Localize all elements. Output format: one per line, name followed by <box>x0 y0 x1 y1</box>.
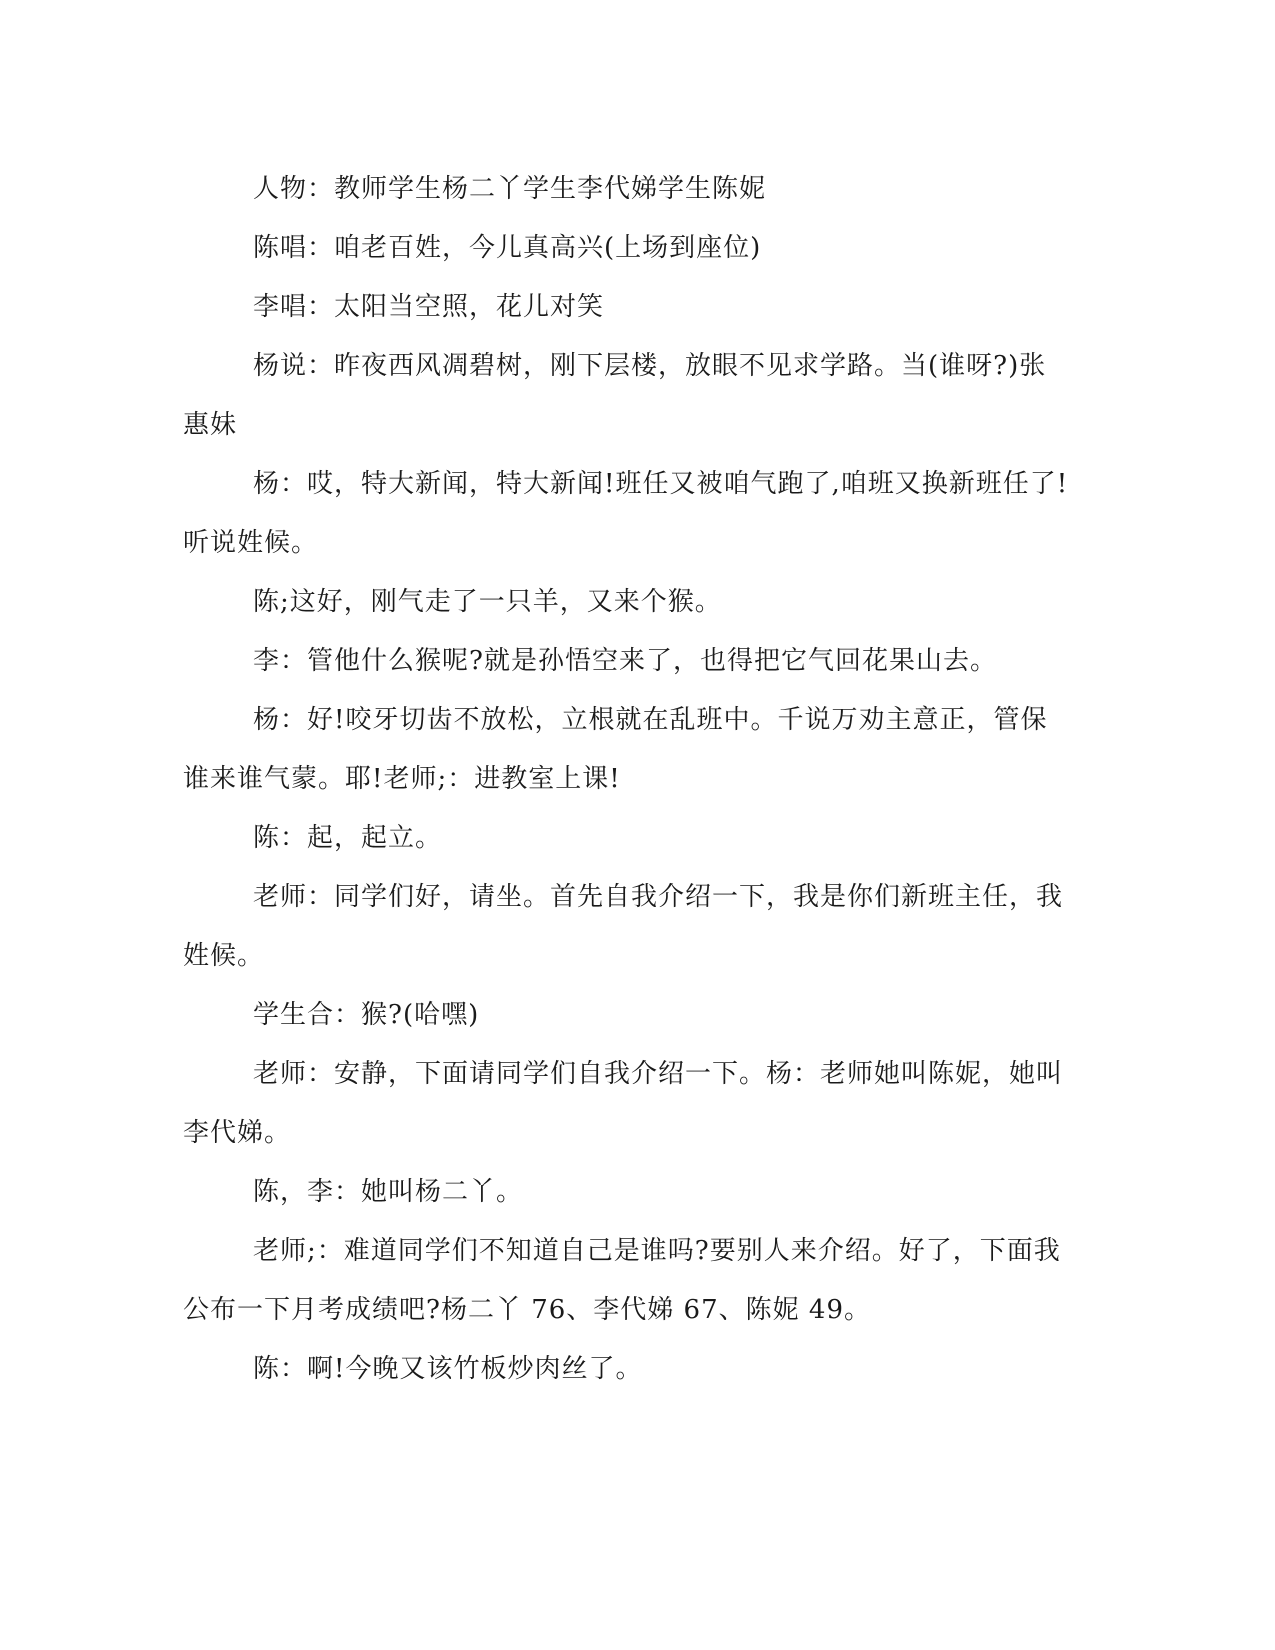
paragraph-yang-news: 杨：哎，特大新闻，特大新闻!班任又被咱气跑了,咱班又换新班任了!听说姓候。 <box>183 469 1069 558</box>
paragraph-li-sings: 李唱：太阳当空照，花儿对笑 <box>253 292 605 322</box>
paragraph-students-chorus: 学生合：猴?(哈嘿) <box>253 1000 480 1030</box>
paragraph-teacher-quiet: 老师：安静，下面请同学们自我介绍一下。杨：老师她叫陈妮，她叫李代娣。 <box>183 1059 1064 1148</box>
paragraph-chen-stand: 陈：起，起立。 <box>253 823 443 853</box>
paragraph-teacher-intro: 老师：同学们好，请坐。首先自我介绍一下，我是你们新班主任，我姓候。 <box>183 882 1064 971</box>
paragraph-characters: 人物：教师学生杨二丫学生李代娣学生陈妮 <box>253 174 767 204</box>
paragraph-chen-final: 陈：啊!今晚又该竹板炒肉丝了。 <box>253 1354 643 1384</box>
paragraph-chen-sings: 陈唱：咱老百姓，今儿真高兴(上场到座位) <box>253 233 762 263</box>
paragraph-chen-goat: 陈;这好，刚气走了一只羊，又来个猴。 <box>253 587 722 617</box>
paragraph-yang-resolve: 杨：好!咬牙切齿不放松，立根就在乱班中。千说万劝主意正，管保谁来谁气蒙。耶!老师;：进教室上课! <box>183 705 1048 794</box>
document-body <box>183 160 1073 1399</box>
paragraph-yang-says: 杨说：昨夜西风凋碧树，刚下层楼，放眼不见求学路。当(谁呀?)张惠妹 <box>183 351 1047 440</box>
paragraph-li-monkey: 李：管他什么猴呢?就是孙悟空来了，也得把它气回花果山去。 <box>253 646 997 676</box>
paragraph-teacher-scores: 老师;：难道同学们不知道自己是谁吗?要别人来介绍。好了，下面我公布一下月考成绩吧?杨二丫 76、李代娣 67、陈妮 49。 <box>183 1236 1061 1325</box>
paragraph-chen-li: 陈，李：她叫杨二丫。 <box>253 1177 524 1207</box>
